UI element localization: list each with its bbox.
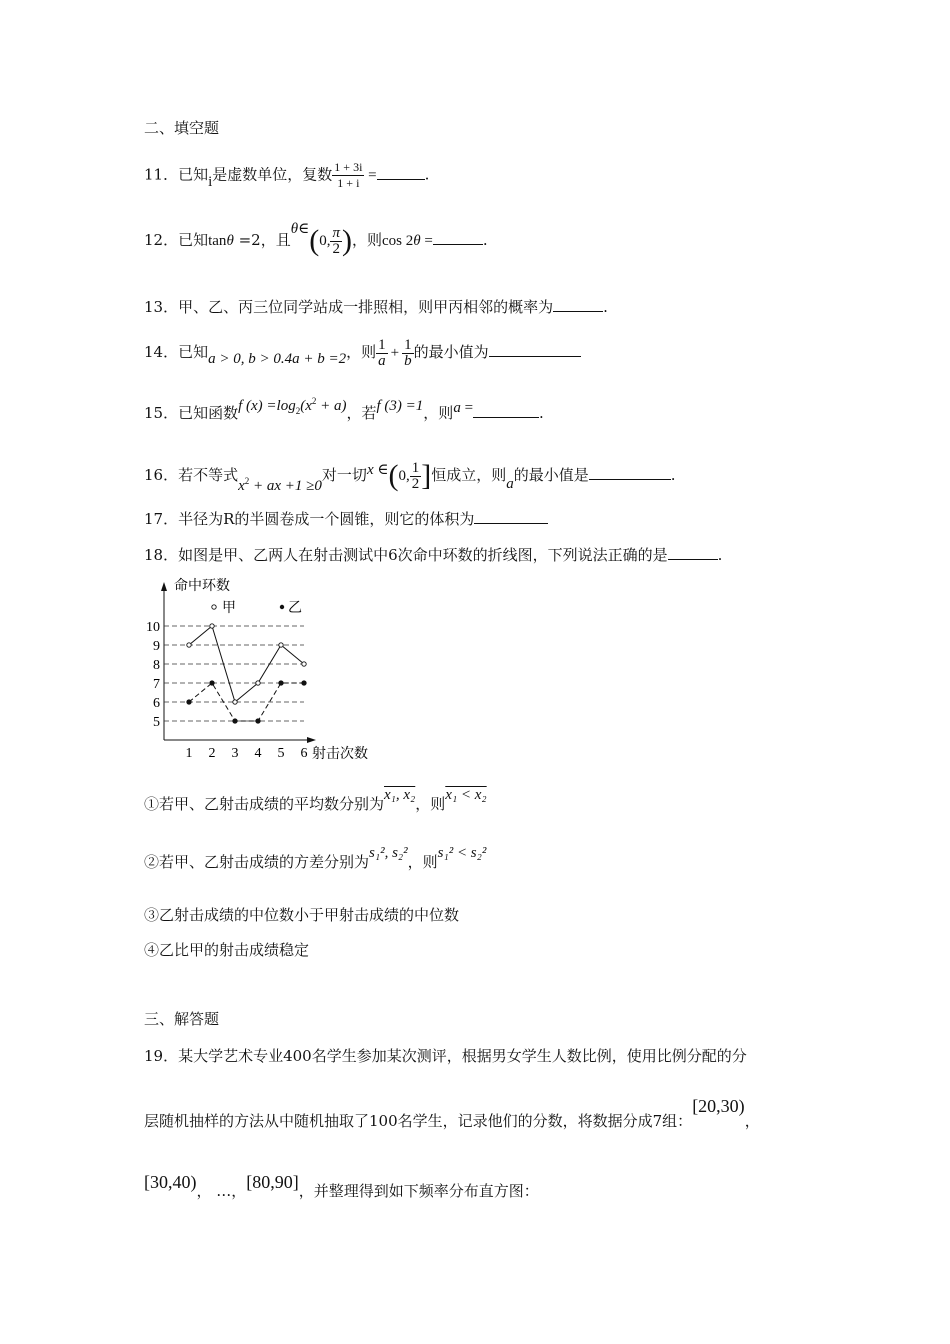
ytick-label-8: 8	[153, 658, 160, 673]
q19-line-2	[144, 1090, 760, 1134]
chart-xlabel: 射击次数	[312, 746, 368, 762]
q15-eq: =	[460, 400, 474, 416]
q14-frac-1b	[402, 338, 414, 369]
shooting-line-chart	[140, 572, 400, 772]
q12-tan: tan	[208, 233, 227, 249]
series-0-point-5	[279, 643, 283, 647]
q15-text-b: ，若	[346, 404, 377, 422]
statement-4: ④乙比甲的射击成绩稳定	[144, 941, 310, 959]
statement-3: ③乙射击成绩的中位数小于甲射击成绩的中位数	[144, 906, 460, 924]
q19-text-2: 层随机抽样的方法从中随机抽取了100名学生，记录他们的分数，将数据分成7组：	[144, 1112, 693, 1130]
q15-end: .	[539, 404, 544, 422]
q14-num: 14．	[144, 343, 179, 361]
question-14	[144, 332, 581, 372]
q14-answer-blank[interactable]	[489, 342, 581, 357]
question-18	[144, 545, 722, 565]
legend-marker-jia	[212, 605, 216, 609]
q16-text-a: 若不等式	[178, 466, 239, 484]
q19-interval-1: [20,30)	[692, 1096, 745, 1116]
q16-ineq2: + ax +1 ≥0	[249, 478, 322, 494]
q15-function: f (x) =log	[238, 398, 296, 414]
section-answer: 三、解答题	[144, 1010, 220, 1028]
q12-pi: π	[332, 224, 340, 241]
q19-comma: ，	[744, 1112, 760, 1130]
series-0-point-6	[302, 662, 306, 666]
chart-series	[187, 624, 306, 723]
q11-end: .	[424, 165, 430, 184]
q12-answer-blank[interactable]	[433, 230, 483, 245]
q14-plus: +	[390, 345, 400, 361]
series-1-point-1	[187, 700, 191, 704]
q16-a-var: a	[506, 476, 514, 492]
xtick-label-6: 6	[300, 746, 308, 761]
s2-text-b: ，则	[407, 853, 438, 871]
q11-num: 11．	[144, 165, 179, 184]
ytick-label-10: 10	[146, 620, 160, 635]
question-13	[144, 297, 608, 317]
q14-b-var: b	[404, 352, 412, 369]
question-12	[144, 218, 488, 262]
q19-interval-3: [80,90]	[246, 1172, 299, 1192]
question-17	[144, 509, 548, 529]
ytick-label-7: 7	[153, 677, 160, 692]
q12-in: ∈	[298, 221, 310, 237]
series-1-point-6	[302, 681, 306, 685]
series-0-point-1	[187, 643, 191, 647]
q18-text: 18．如图是甲、乙两人在射击测试中6次命中环数的折线图，下列说法正确的是	[144, 546, 668, 564]
s1-means: x₁, x₂	[384, 787, 416, 803]
section-fill-blank: 二、填空题	[144, 119, 220, 137]
q16-x-in: x ∈	[366, 462, 389, 478]
q12-cos: cos 2	[381, 233, 414, 249]
q16-ineq: x	[238, 478, 245, 494]
q11-text-a: 已知	[178, 165, 209, 184]
legend-label-yi: 乙	[288, 600, 302, 616]
q13-answer-blank[interactable]	[553, 297, 603, 312]
q16-one: 1	[411, 459, 420, 476]
y-axis-arrow	[161, 582, 167, 591]
q16-close-bracket: ]	[421, 459, 432, 492]
q12-text-c: ，则	[351, 231, 382, 249]
statement-2	[144, 844, 486, 880]
q12-close-paren: )	[341, 224, 352, 257]
q14-one-a: 1	[378, 336, 386, 353]
xtick-label-4: 4	[254, 746, 262, 761]
ytick-label-5: 5	[153, 715, 160, 730]
q14-frac-1a	[376, 338, 388, 369]
q11-frac-den: 1 + i	[337, 176, 360, 190]
q11-answer-blank[interactable]	[377, 165, 425, 180]
q16-zero: 0,	[398, 468, 410, 484]
q12-open-paren: (	[309, 224, 320, 257]
q15-a-var: a	[453, 400, 461, 416]
q11-fraction	[332, 160, 364, 191]
q13-text: 13．甲、乙、丙三位同学站成一排照相，则甲丙相邻的概率为	[144, 298, 554, 316]
q12-num: 12．	[144, 231, 179, 249]
q19-interval-2: [30,40)	[144, 1172, 197, 1192]
q12-theta: θ	[226, 233, 234, 249]
ytick-label-6: 6	[153, 696, 160, 711]
series-0-point-4	[256, 681, 260, 685]
chart-ytick-labels	[146, 620, 160, 730]
series-0-point-3	[233, 700, 237, 704]
chart-gridlines	[164, 626, 304, 721]
q19-dots: ， …，	[196, 1182, 247, 1200]
q11-frac-num: 1 + 3i	[334, 160, 363, 174]
q19-line-1: 19．某大学艺术专业400名学生参加某次测评，根据男女学生人数比例，使用比例分配的分	[144, 1047, 747, 1065]
q12-two: 2	[332, 240, 340, 257]
q12-zero: 0,	[319, 233, 331, 249]
q12-eq: =	[420, 233, 433, 249]
q14-text-c: 的最小值为	[413, 343, 489, 361]
q15-num: 15．	[144, 404, 179, 422]
q12-theta-3: θ	[413, 233, 421, 249]
q19-line-3	[144, 1162, 539, 1202]
series-1-point-2	[210, 681, 214, 685]
q12-end: .	[482, 231, 488, 249]
q15-answer-blank[interactable]	[473, 403, 539, 418]
q11-eq: =	[364, 167, 377, 184]
ytick-label-9: 9	[153, 639, 160, 654]
xtick-label-3: 3	[231, 746, 239, 761]
q16-text-c: 恒成立，则	[431, 466, 507, 484]
series-0-point-2	[210, 624, 214, 628]
question-16: 16．若不等式$x^2$ + ax +1 ≥0对一切x ∈(0, $\frac{1}{2}$ ]恒成立，则a的最小值是 .	[144, 459, 676, 494]
q18-answer-blank[interactable]	[668, 545, 718, 560]
series-1-point-4	[256, 719, 260, 723]
s2-text: ②若甲、乙射击成绩的方差分别为	[144, 853, 370, 871]
q16-text-d: 的最小值是	[513, 466, 589, 484]
chart-ylabel: 命中环数	[174, 578, 230, 594]
q12-eq2: =2，且	[233, 231, 291, 249]
q14-text-b: ，则	[346, 343, 377, 361]
series-1-point-3	[233, 719, 237, 723]
q15-text-a: 已知函数	[178, 404, 239, 422]
xtick-label-5: 5	[277, 746, 285, 761]
chart-legend	[212, 600, 302, 616]
q17-answer-blank[interactable]	[474, 509, 548, 524]
q16-two: 2	[411, 475, 420, 492]
xtick-label-2: 2	[208, 746, 216, 761]
q17-text: 17．半径为R的半圆卷成一个圆锥，则它的体积为	[144, 510, 475, 528]
q11-text-b: 是虚数单位，复数	[212, 165, 333, 184]
x-axis-arrow	[307, 737, 316, 743]
q12-text-a: 已知	[178, 231, 209, 249]
xtick-label-1: 1	[185, 746, 193, 761]
q16-open-paren: (	[388, 459, 399, 492]
q12-theta-2: θ	[290, 221, 299, 237]
chart-xtick-labels	[186, 746, 308, 761]
legend-marker-yi	[280, 605, 284, 609]
q14-text-a: 已知	[178, 343, 209, 361]
q13-end: .	[603, 298, 608, 316]
s2-vars: s₁², s₂²	[369, 845, 408, 861]
q14-a-var: a	[378, 352, 386, 369]
statement-1	[144, 786, 487, 822]
q16-end: .	[670, 466, 676, 484]
s1-cmp: x₁ < x₂	[445, 787, 487, 803]
q15-f3: f (3) =1	[376, 398, 424, 414]
question-15: 15．已知函数f $(x) =\log_2(x^2 + a)$，若f (3) =1，则a = .	[144, 396, 544, 422]
question-11	[144, 160, 429, 194]
q11-i: i	[208, 173, 213, 190]
q14-condition: a > 0, b > 0.4a + b =2	[208, 351, 347, 367]
q16-num: 16．	[144, 466, 179, 484]
q18-end: .	[717, 546, 723, 564]
q15-text-c: ，则	[423, 404, 454, 422]
q15-arg2: + a)	[316, 398, 347, 414]
q15-arg: (x	[300, 398, 312, 414]
q15-log-base: 2	[295, 406, 301, 416]
s2-cmp: s₁² < s₂²	[437, 845, 487, 861]
q12-pi-fraction	[330, 226, 342, 257]
q16-half	[410, 461, 422, 492]
q14-one-b: 1	[404, 336, 412, 353]
s1-text: ①若甲、乙射击成绩的平均数分别为	[144, 795, 385, 813]
series-1-point-5	[279, 681, 283, 685]
s1-text-b: ，则	[415, 795, 446, 813]
legend-label-jia: 甲	[222, 600, 236, 616]
q16-answer-blank[interactable]	[589, 465, 671, 480]
q19-text-3: ，并整理得到如下频率分布直方图：	[298, 1182, 539, 1200]
q16-text-b: 对一切	[321, 466, 367, 484]
